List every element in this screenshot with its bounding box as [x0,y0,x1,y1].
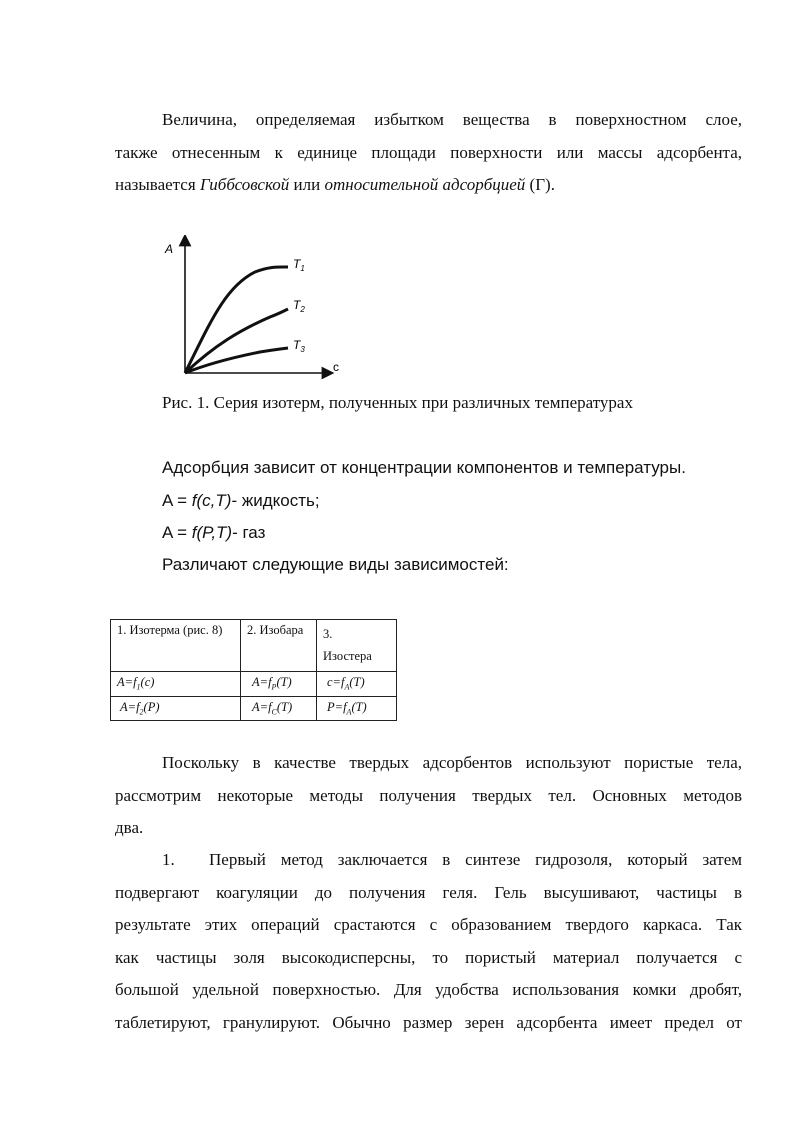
intro-line-1: Величина, определяемая избытком вещества в поверхностном слое, [162,110,742,129]
table-cell: $c=f_A(T)$ [317,672,397,697]
curve-label-t1: $T_1$ [293,257,305,273]
table-header-cell: 1. Изотерма (рис. 8) [111,620,241,672]
intro-prefix: называется [115,175,200,194]
table-cell: $A=f_2(P)$ [111,696,241,721]
method1-paragraph [115,844,742,1039]
method1-line: как частицы золя высокодисперсны, то пористый материал получается с [115,947,742,967]
table-cell: $A=f_P(T)$ [241,672,317,697]
table-cell: $A=f_1(c)$ [111,672,241,697]
intro-paragraph [115,104,742,202]
eq2-rhs: f(P,T) [191,523,233,542]
method1-line-text: Первый метод заключается в синтезе гидрозоля, который затем [209,850,742,869]
y-axis-label: A [165,242,174,256]
adsorbents-paragraph [115,747,742,845]
intro-line-2: также отнесенным к единице площади поверхности или массы адсорбента, [115,142,742,162]
term-gibbs: Гиббсовской [199,175,290,194]
header-isostere: Изостера [323,649,372,663]
table-cell: $P=f_A(T)$ [317,696,397,721]
dependence-line: Адсорбция зависит от концентрации компонентов и температуры. [162,458,686,477]
header-number: 3. [323,627,333,641]
intro-line-3 [115,169,742,202]
x-axis-label: c [333,360,339,374]
table-header-cell: 2. Изобара [241,620,317,672]
body-line: рассмотрим некоторые методы получения твердых тел. Основных методов [115,785,742,805]
dependence-types-line: Различают следующие виды зависимостей: [162,555,509,574]
eq1-rhs: f(c,T) [191,491,232,510]
table-header-cell [317,620,397,672]
curve-label-t3: $T_3$ [293,338,305,354]
term-relative-adsorption: относительной адсорбцией [324,175,526,194]
table-header-row [111,620,397,672]
eq2-tail: - газ [232,523,266,542]
method1-line: таблетируют, гранулируют. Обычно размер зерен адсорбента имеет предел от [115,1012,742,1032]
intro-middle: или [289,175,325,194]
curve-label-t2: $T_2$ [293,298,305,314]
method1-line-1 [115,844,742,877]
intro-suffix: (Г). [525,175,555,194]
body-line: два. [115,818,144,837]
list-number: 1. [162,850,175,869]
equation-gas [162,523,265,543]
method1-line: большой удельной поверхностью. Для удобства использования комки дробят, [115,980,742,999]
figure-caption: Рис. 1. Серия изотерм, полученных при различных температурах [162,393,633,412]
table-cell: $A=f_C(T)$ [241,696,317,721]
table-row [111,696,397,721]
eq1-tail: - жидкость; [231,491,320,510]
body-line: Поскольку в качестве твердых адсорбентов используют пористые тела, [162,753,742,772]
isotherm-figure [160,235,360,385]
method1-line: результате этих операций срастаются с образованием твердого каркаса. Так [115,915,742,934]
method1-line: подвергают коагуляции до получения геля. Гель высушивают, частицы в [115,882,742,902]
eq1-lhs: A = [162,491,192,510]
table-row [111,672,397,697]
eq2-lhs: A = [162,523,192,542]
dependence-table [110,619,397,721]
equation-liquid [162,491,320,511]
